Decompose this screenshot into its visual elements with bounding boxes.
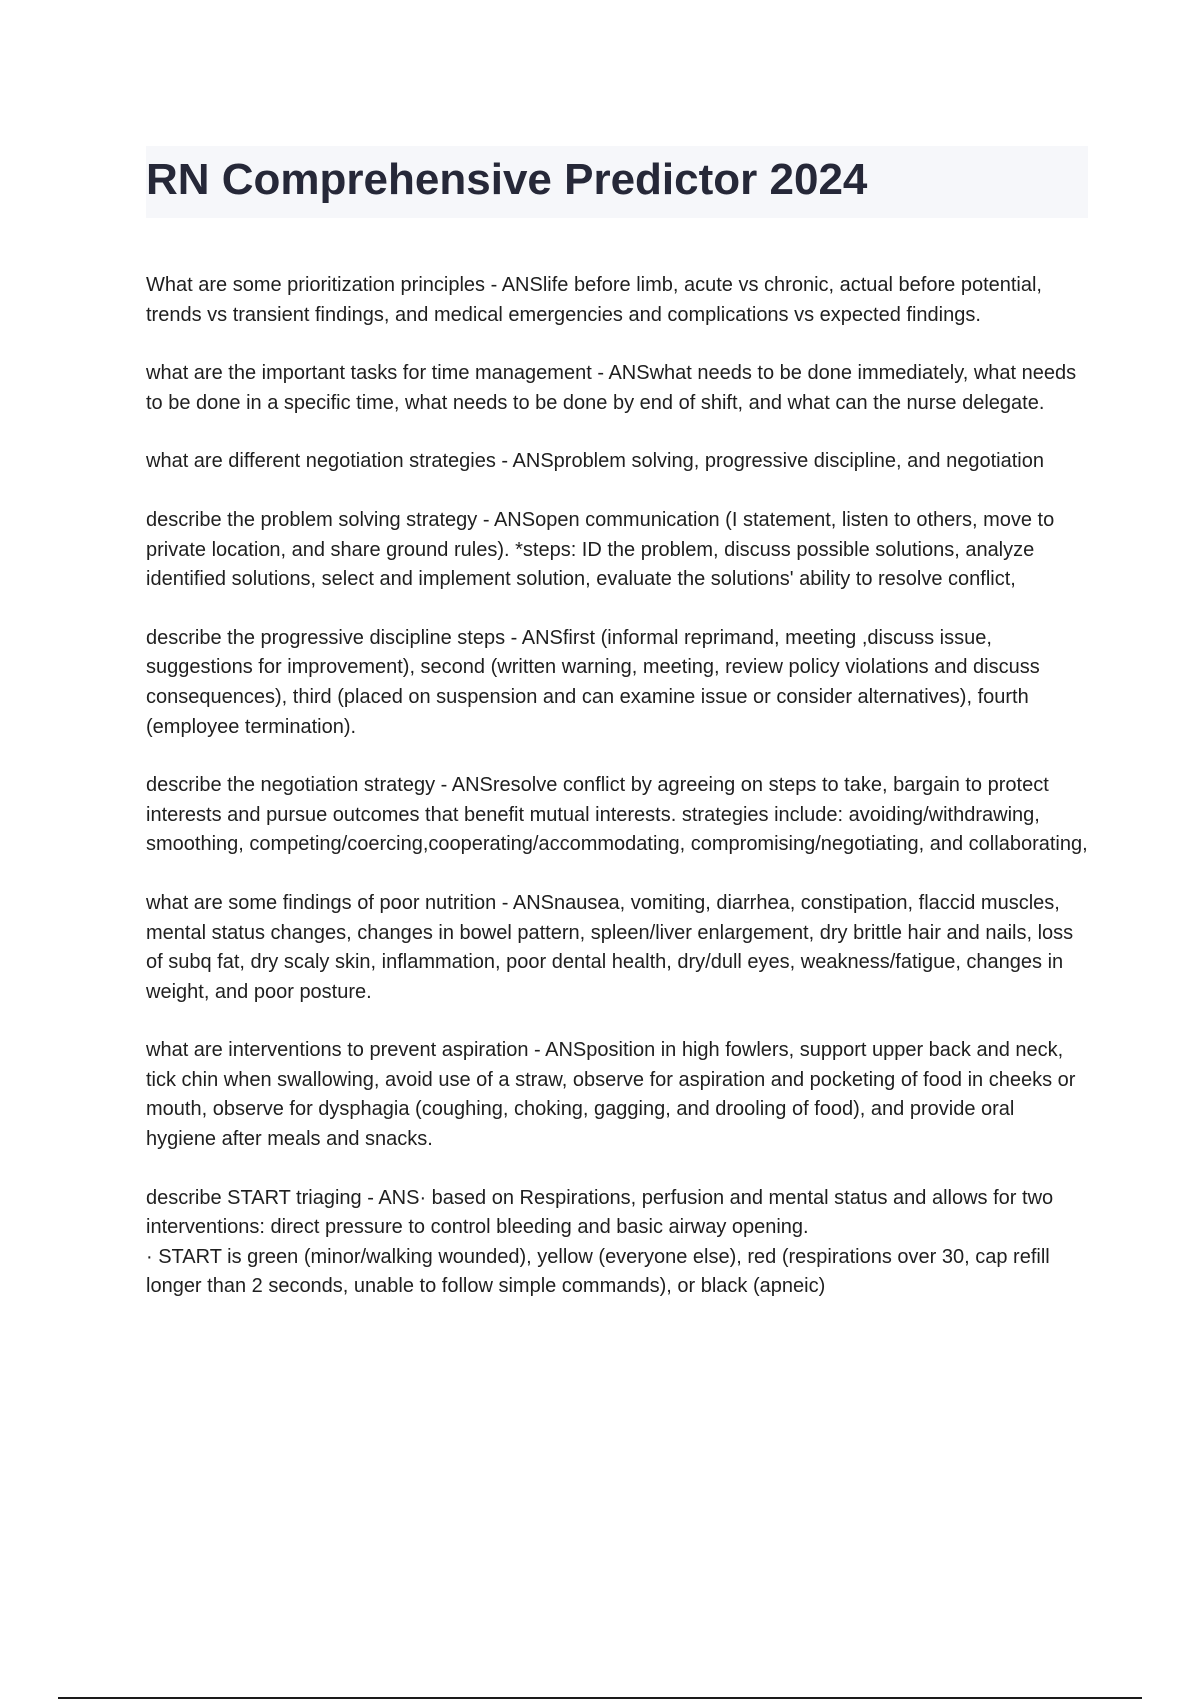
qa-entry-problem-solving (146, 506, 1088, 595)
answer-prefix: ANS (451, 774, 493, 797)
question-text: what are different negotiation strategies (146, 450, 496, 473)
separator: - (505, 626, 522, 649)
qa-entry-start-triaging (146, 1184, 1088, 1302)
separator: - (477, 508, 494, 531)
answer-text: · based on Respirations, perfusion and mental status and allows for two interventions: direct pressure to control bleeding and basic airway opening. (146, 1186, 1054, 1239)
qa-list (146, 271, 1088, 1331)
qa-entry-progressive-discipline (146, 624, 1088, 742)
answer-text: resolve conflict by agreeing on steps to take, bargain to protect interests and pursue outcomes that benefit mutual interests. strategies include: avoiding/withdrawing, smoothing, competing/coercing,cooperating/accommodating, compromising/negotiating, and collaborating, (146, 774, 1088, 856)
qa-entry-negotiation-strategies (146, 447, 1088, 477)
question-text: what are interventions to prevent aspiration (146, 1039, 529, 1062)
answer-prefix: ANS (378, 1186, 420, 1209)
answer-text-bullet: · START is green (minor/walking wounded), yellow (everyone else), red (respirations over 30, cap refill longer than 2 seconds, unable to follow simple commands), or black (apneic) (146, 1245, 1050, 1298)
answer-text: first (informal reprimand, meeting ,discuss issue, suggestions for improvement), second (written warning, meeting, review policy violations and discuss consequences), third (placed on suspension and can examine issue or consider alternatives), fourth (employee termination). (146, 626, 1040, 738)
answer-prefix: ANS (608, 362, 650, 385)
answer-text: open communication (I statement, listen to others, move to private location, and share ground rules). *steps: ID the problem, discuss possible solutions, analyze identified solutions, select and implement solution, evaluate the solutions' ability to resolve conflict, (146, 508, 1055, 591)
qa-entry-time-management (146, 359, 1088, 418)
qa-entry-poor-nutrition (146, 889, 1088, 1007)
qa-entry-negotiation-strategy (146, 771, 1088, 860)
footer-divider (58, 1697, 1142, 1699)
question-text: describe the negotiation strategy (146, 774, 436, 797)
question-text: describe the problem solving strategy (146, 508, 478, 531)
answer-prefix: ANS (521, 626, 563, 649)
answer-prefix: ANS (501, 274, 543, 296)
answer-text: nausea, vomiting, diarrhea, constipation, flaccid muscles, mental status changes, changes in bowel pattern, spleen/liver enlargement, dry brittle hair and nails, loss of subq fat, dry scaly skin, inflammation, poor dental health, dry/dull eyes, weakness/fatigue, changes in weight, and poor posture. (146, 891, 1074, 1003)
separator: - (528, 1039, 546, 1062)
answer-text: problem solving, progressive discipline, and negotiation (553, 450, 1044, 473)
qa-entry-prioritization (146, 271, 1088, 330)
separator: - (361, 1186, 379, 1209)
answer-prefix: ANS (545, 1039, 587, 1062)
answer-text: what needs to be done immediately, what needs to be done in a specific time, what needs to be done by end of shift, and what can the nurse delegate. (146, 362, 1077, 414)
document-title: RN Comprehensive Predictor 2024 (146, 155, 868, 204)
answer-text: position in high fowlers, support upper back and neck, tick chin when swallowing, avoid use of a straw, observe for aspiration and pocketing of food in cheeks or mouth, observe for dysphagia (coughing, choking, gagging, and drooling of food), and provide oral hygiene after meals and snacks. (146, 1039, 1076, 1151)
answer-prefix: ANS (493, 508, 536, 531)
answer-prefix: ANS (512, 450, 554, 473)
question-text: what are some findings of poor nutrition (146, 891, 497, 914)
question-text: describe the progressive discipline steps (146, 626, 506, 649)
separator: - (495, 450, 513, 473)
title-banner (146, 146, 1088, 218)
separator: - (435, 774, 452, 797)
question-text: describe START triaging (146, 1186, 362, 1209)
qa-entry-aspiration (146, 1036, 1088, 1154)
question-text: What are some prioritization principles (146, 274, 486, 296)
separator: - (485, 274, 502, 296)
question-text: what are the important tasks for time management (146, 362, 592, 385)
separator: - (496, 891, 513, 914)
answer-prefix: ANS (512, 891, 554, 914)
answer-text: life before limb, acute vs chronic, actual before potential, trends vs transient findings, and medical emergencies and complications vs expected findings. (146, 274, 1042, 326)
separator: - (591, 362, 609, 385)
